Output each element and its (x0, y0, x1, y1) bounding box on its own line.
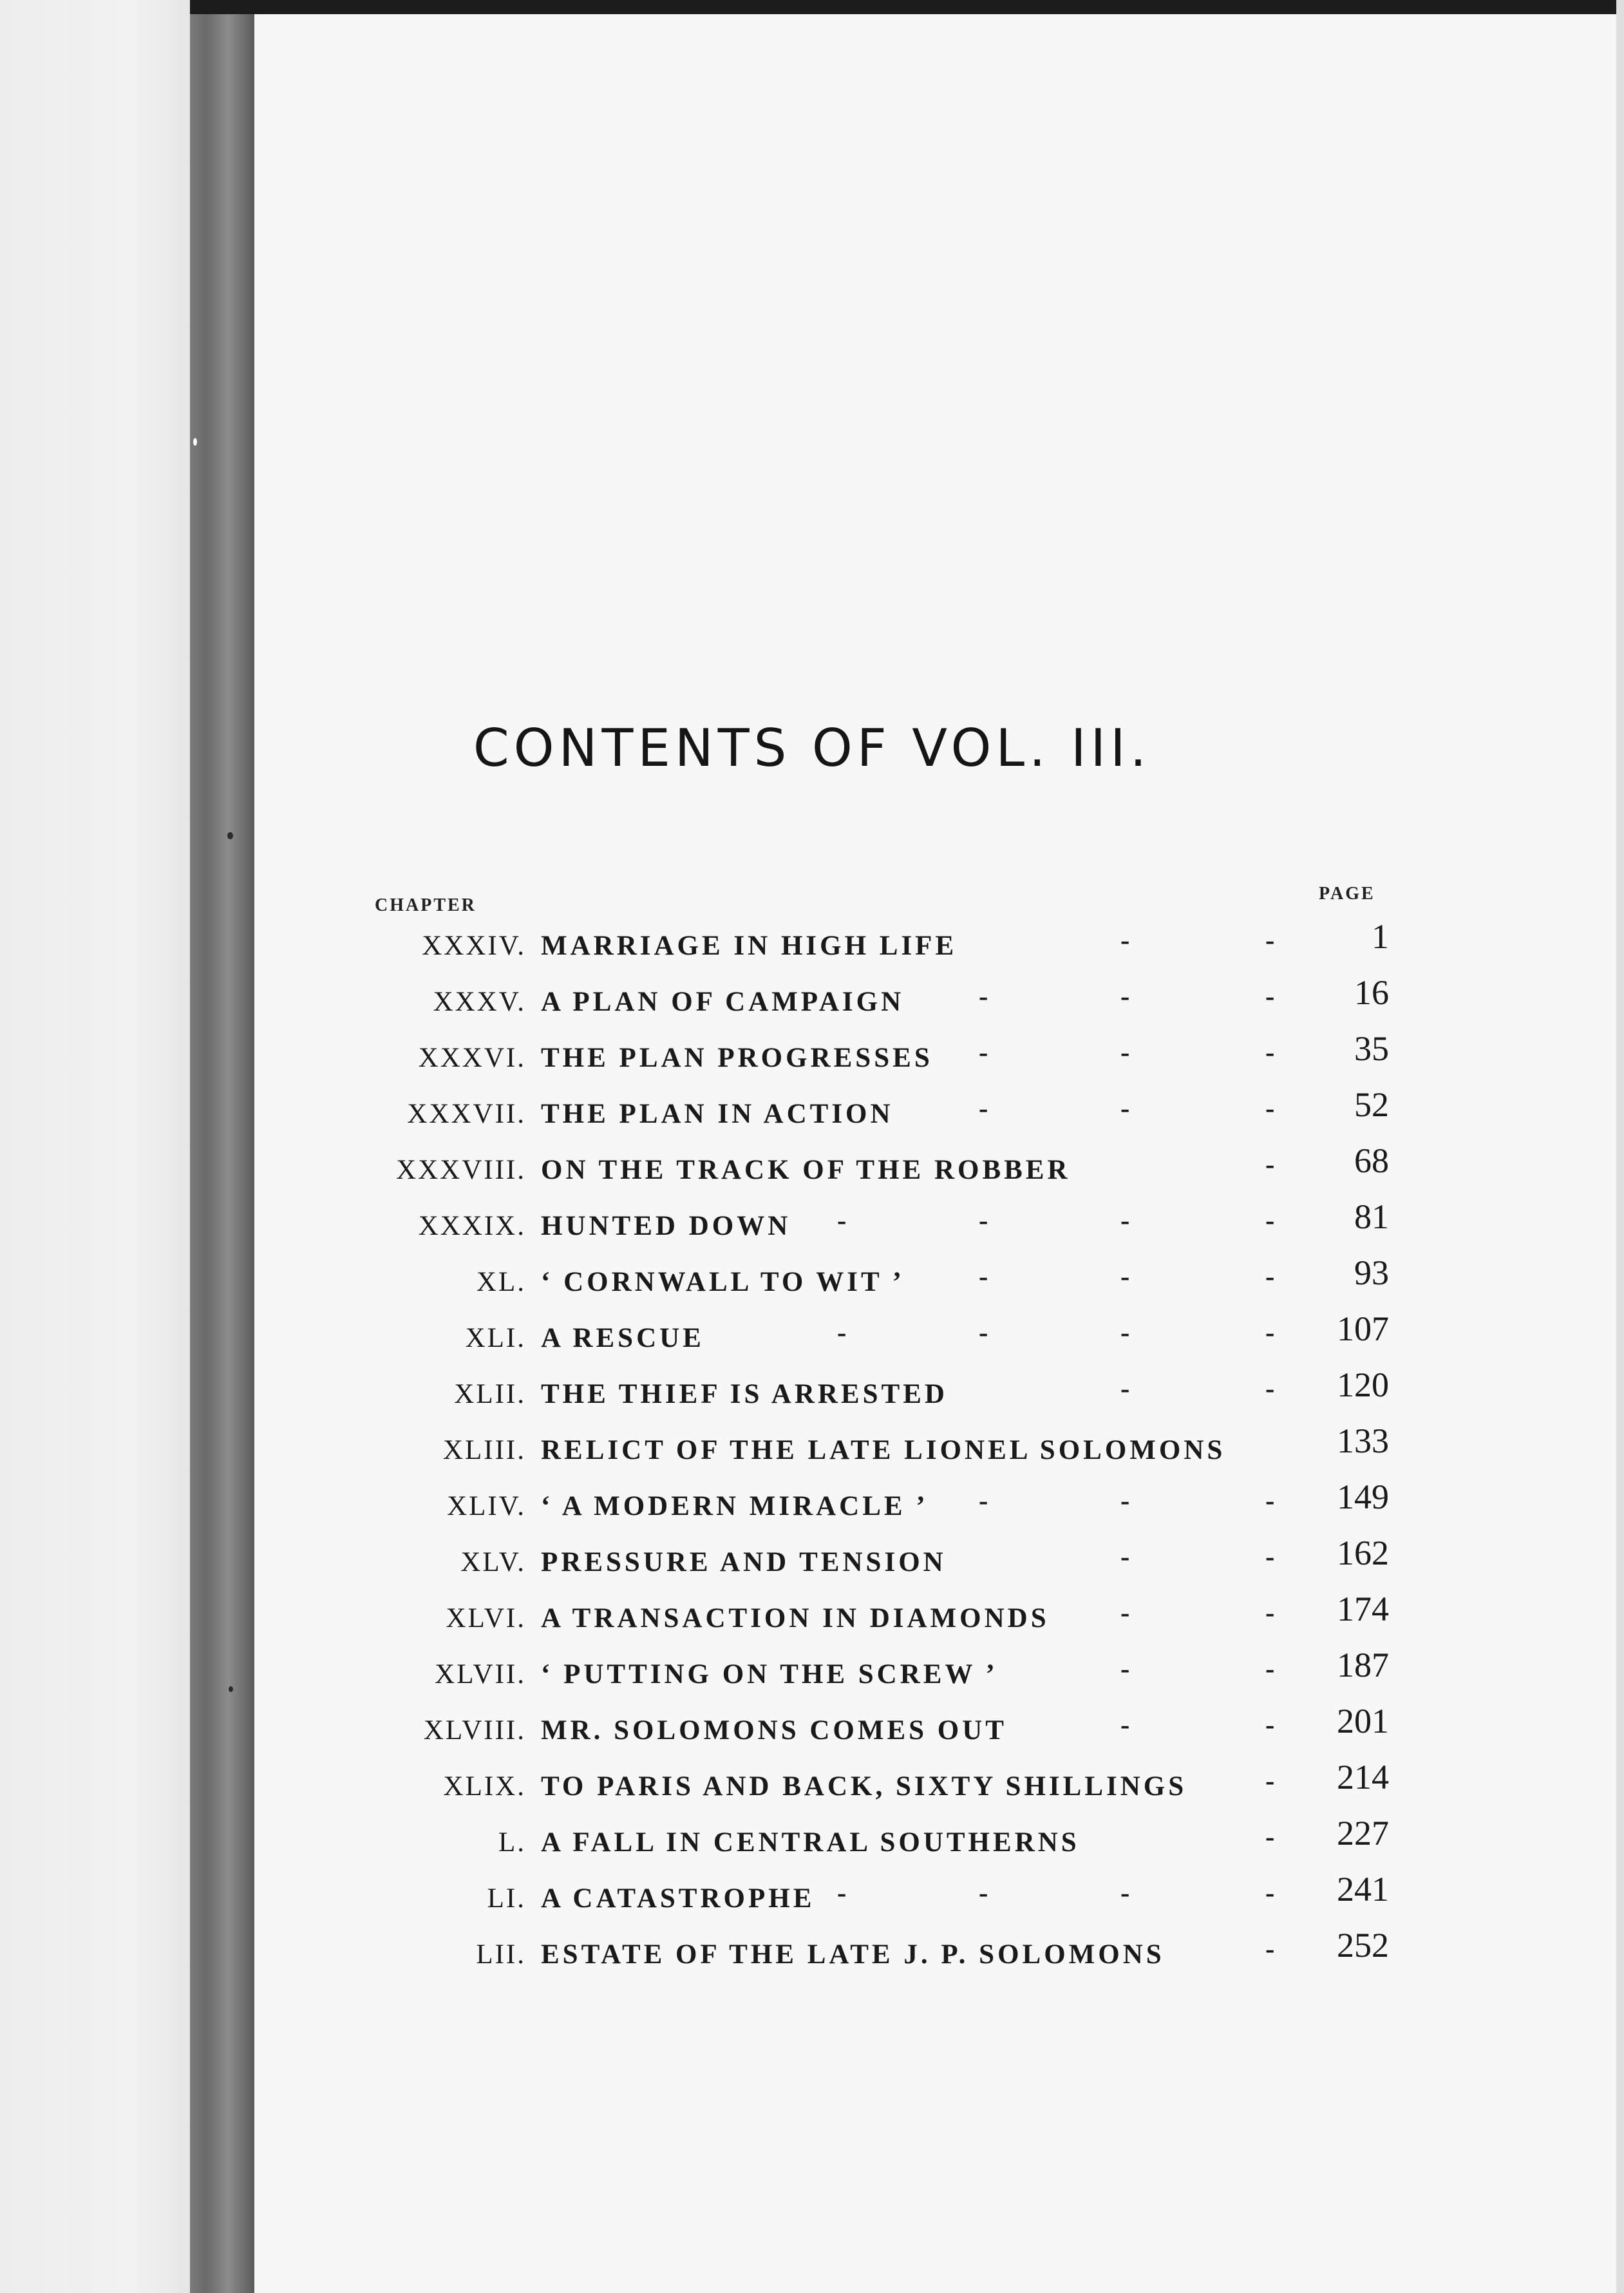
page-number: 1 (1372, 917, 1389, 956)
chapter-title: A RESCUE (541, 1323, 704, 1353)
ink-speck (227, 832, 233, 839)
toc-entry (0, 1194, 1624, 1250)
chapter-title: MR. SOLOMONS COMES OUT (541, 1715, 1007, 1746)
ink-speck (193, 438, 197, 446)
leader-dash: - (1120, 1654, 1130, 1684)
top-edge-shadow (190, 0, 1624, 14)
page-number: 52 (1354, 1085, 1389, 1124)
chapter-number: XLII. (454, 1379, 526, 1409)
toc-entry (0, 913, 1624, 969)
chapter-title: A PLAN OF CAMPAIGN (541, 987, 905, 1017)
leader-dash: - (1265, 1710, 1275, 1740)
leader-dash: - (979, 1262, 988, 1292)
chapter-number: XXXIV. (422, 931, 526, 961)
chapter-title: A TRANSACTION IN DIAMONDS (541, 1603, 1050, 1633)
page-number: 107 (1337, 1309, 1389, 1348)
leader-dash: - (1265, 1206, 1275, 1236)
toc-entry (0, 1081, 1624, 1137)
chapter-number: XXXVI. (418, 1043, 526, 1073)
leader-dash: - (1265, 1094, 1275, 1124)
leader-dash: - (1120, 1318, 1130, 1348)
page-number: 81 (1354, 1197, 1389, 1236)
toc-entry (0, 1922, 1624, 1978)
chapter-number: XLVII. (435, 1659, 526, 1689)
page-number: 16 (1354, 973, 1389, 1012)
page-number: 149 (1337, 1478, 1389, 1516)
leader-dash: - (1120, 1038, 1130, 1068)
leader-dash: - (979, 982, 988, 1012)
chapter-title: TO PARIS AND BACK, SIXTY SHILLINGS (541, 1771, 1187, 1802)
toc-entry (0, 1530, 1624, 1586)
toc-entry (0, 1698, 1624, 1754)
leader-dash: - (1265, 982, 1275, 1012)
leader-dash: - (1265, 1766, 1275, 1796)
chapter-number: XLVI. (446, 1603, 526, 1633)
leader-dash: - (1120, 1094, 1130, 1124)
toc-entry (0, 1642, 1624, 1698)
chapter-number: XL. (476, 1267, 526, 1297)
leader-dash: - (1120, 1598, 1130, 1628)
leader-dash: - (979, 1318, 988, 1348)
toc-entry (0, 1137, 1624, 1194)
page-number: 241 (1337, 1870, 1389, 1908)
page-number: 35 (1354, 1029, 1389, 1068)
chapter-number: XXXIX. (418, 1211, 526, 1241)
toc-entry (0, 969, 1624, 1025)
page-column-header: PAGE (1319, 884, 1375, 904)
toc-entry (0, 1250, 1624, 1306)
chapter-number: XXXVIII. (396, 1155, 526, 1185)
toc-entry (0, 1025, 1624, 1081)
leader-dash: - (1120, 926, 1130, 956)
page-number: 93 (1354, 1253, 1389, 1292)
page-number: 162 (1337, 1534, 1389, 1572)
toc-entry (0, 1754, 1624, 1810)
leader-dash: - (979, 1206, 988, 1236)
leader-dash: - (979, 1486, 988, 1516)
toc-entry (0, 1306, 1624, 1362)
leader-dash: - (1120, 982, 1130, 1012)
page-number: 201 (1337, 1702, 1389, 1740)
chapter-title: ON THE TRACK OF THE ROBBER (541, 1155, 1071, 1185)
leader-dash: - (1120, 1486, 1130, 1516)
leader-dash: - (1265, 1654, 1275, 1684)
leader-dash: - (979, 1878, 988, 1908)
leader-dash: - (1120, 1206, 1130, 1236)
chapter-number: XLV. (460, 1547, 526, 1577)
chapter-title: THE THIEF IS ARRESTED (541, 1379, 948, 1409)
leader-dash: - (1265, 1598, 1275, 1628)
page-number: 187 (1337, 1646, 1389, 1684)
page-number: 120 (1337, 1365, 1389, 1404)
leader-dash: - (1120, 1374, 1130, 1404)
page-title: CONTENTS OF VOL. III. (473, 718, 1151, 778)
chapter-number: XLVIII. (423, 1715, 526, 1746)
chapter-number: LII. (476, 1939, 526, 1970)
page-number: 174 (1337, 1590, 1389, 1628)
chapter-column-header: CHAPTER (375, 895, 477, 915)
leader-dash: - (979, 1094, 988, 1124)
chapter-number: XLI. (465, 1323, 526, 1353)
chapter-number: XLIII. (442, 1435, 526, 1465)
leader-dash: - (1265, 1486, 1275, 1516)
leader-dash: - (1265, 1318, 1275, 1348)
leader-dash: - (1265, 1374, 1275, 1404)
chapter-title: MARRIAGE IN HIGH LIFE (541, 931, 958, 961)
chapter-title: A CATASTROPHE (541, 1883, 815, 1914)
chapter-number: XLIX. (443, 1771, 526, 1802)
page-number: 133 (1337, 1422, 1389, 1460)
page-number: 227 (1337, 1814, 1389, 1852)
chapter-title: THE PLAN IN ACTION (541, 1099, 894, 1129)
chapter-title: ESTATE OF THE LATE J. P. SOLOMONS (541, 1939, 1165, 1970)
toc-entry (0, 1866, 1624, 1922)
chapter-title: HUNTED DOWN (541, 1211, 791, 1241)
leader-dash: - (1120, 1710, 1130, 1740)
leader-dash: - (1265, 1150, 1275, 1180)
leader-dash: - (1265, 1542, 1275, 1572)
chapter-number: XXXV. (433, 987, 526, 1017)
leader-dash: - (1120, 1542, 1130, 1572)
leader-dash: - (1265, 1038, 1275, 1068)
chapter-title: ‘ PUTTING ON THE SCREW ’ (541, 1659, 998, 1689)
leader-dash: - (837, 1878, 847, 1908)
toc-entry (0, 1362, 1624, 1418)
chapter-title: THE PLAN PROGRESSES (541, 1043, 933, 1073)
toc-entry (0, 1810, 1624, 1866)
leader-dash: - (837, 1206, 847, 1236)
leader-dash: - (1265, 1822, 1275, 1852)
chapter-number: LI. (487, 1883, 526, 1914)
leader-dash: - (837, 1318, 847, 1348)
chapter-number: XXXVII. (407, 1099, 526, 1129)
toc-entry (0, 1418, 1624, 1474)
chapter-title: RELICT OF THE LATE LIONEL SOLOMONS (541, 1435, 1226, 1465)
chapter-title: ‘ CORNWALL TO WIT ’ (541, 1267, 905, 1297)
leader-dash: - (1265, 926, 1275, 956)
leader-dash: - (1120, 1878, 1130, 1908)
page-number: 214 (1337, 1758, 1389, 1796)
toc-entry (0, 1474, 1624, 1530)
chapter-title: A FALL IN CENTRAL SOUTHERNS (541, 1827, 1080, 1858)
leader-dash: - (1265, 1878, 1275, 1908)
chapter-title: ‘ A MODERN MIRACLE ’ (541, 1491, 929, 1521)
page-number: 252 (1337, 1926, 1389, 1965)
chapter-number: XLIV. (447, 1491, 526, 1521)
leader-dash: - (1265, 1262, 1275, 1292)
chapter-number: L. (498, 1827, 526, 1858)
leader-dash: - (1265, 1934, 1275, 1965)
toc-entry (0, 1586, 1624, 1642)
leader-dash: - (1120, 1262, 1130, 1292)
page-number: 68 (1354, 1141, 1389, 1180)
leader-dash: - (979, 1038, 988, 1068)
chapter-title: PRESSURE AND TENSION (541, 1547, 947, 1577)
